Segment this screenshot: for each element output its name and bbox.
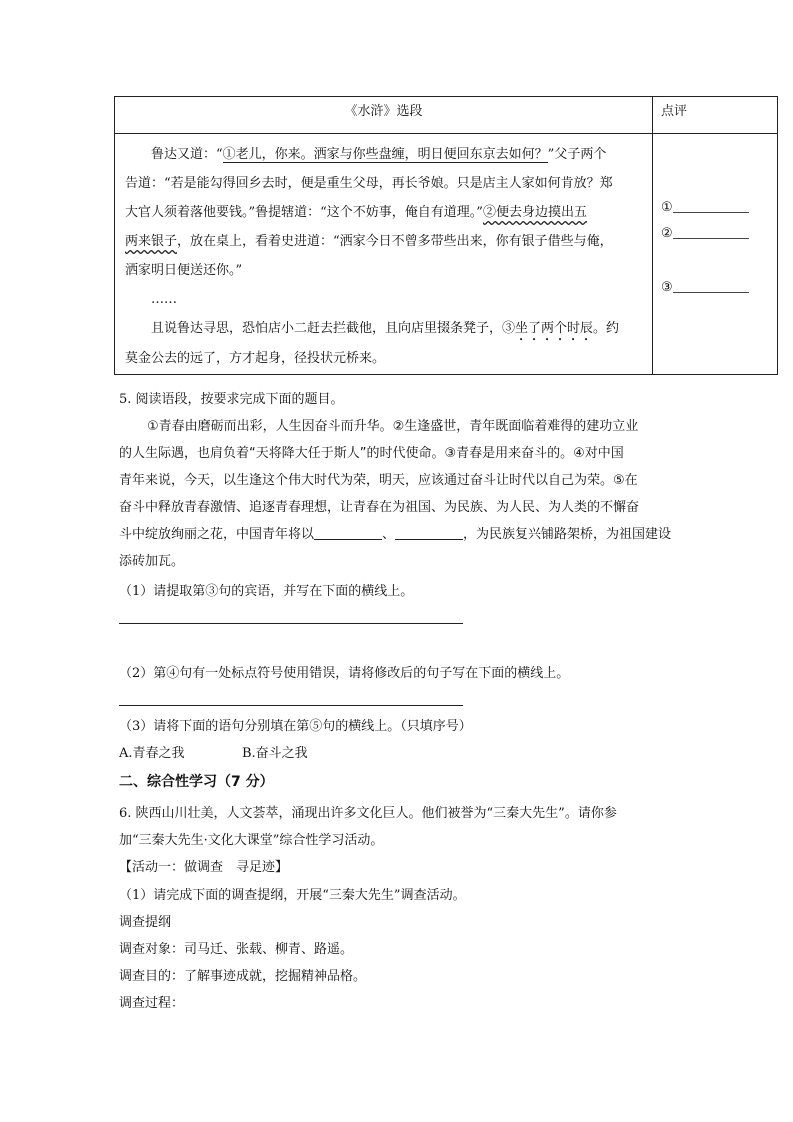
passage-ellipsis: …… <box>151 292 177 307</box>
fill-blank-2[interactable] <box>395 525 463 540</box>
comment-blank-2[interactable] <box>673 224 749 239</box>
underlined-sentence-1: ①老儿，你来。洒家与你些盘缠，明日便回东京去如何？ <box>222 147 548 162</box>
passage-text: ”父子两个 <box>547 147 607 162</box>
q5-sub2: （2）第④句有一处标点符号使用错误，请将修改后的句子写在下面的横线上。 <box>119 666 570 681</box>
answer-line-1[interactable] <box>119 623 463 624</box>
q5-paragraph-line: 添砖加瓦。 <box>119 554 185 569</box>
table-header-passage: 《水浒》选段 <box>115 97 653 134</box>
comment-3 <box>661 278 749 295</box>
passage-paragraph-1 <box>125 140 642 169</box>
passage-text: ，放在桌上，看着史进道：“洒家今日不曾多带些出来，你有银子借些与俺， <box>177 234 613 249</box>
passage-text: 。约 <box>593 321 620 336</box>
wavy-underlined-sentence-2-cont: 两来银子 <box>125 234 178 249</box>
q5-paragraph-line <box>119 523 671 542</box>
q5-sub3: （3）请将下面的语句分别填在第⑤句的横线上。（只填序号） <box>119 719 472 734</box>
survey-process: 调查过程： <box>119 996 185 1011</box>
wavy-underlined-sentence-2: ②便去身边摸出五 <box>482 205 587 220</box>
passage-line: 告道：“若是能勾得回乡去时，便是重生父母，再长爷娘。只是店主人家如何肯放？郑 <box>125 176 613 191</box>
q6-line: 6. 陕西山川壮美，人文荟萃，涌现出许多文化巨人。他们被誉为“三秦大先生”。请你参 <box>119 806 617 821</box>
q5-paragraph-line: ①青春由磨砺而出彩，人生因奋斗而升华。②生逢盛世，青年既面临着难得的建功立业 <box>147 419 639 434</box>
passage-cell <box>115 134 653 375</box>
comment-cell <box>653 134 778 375</box>
comment-1 <box>661 198 749 215</box>
comment-number: ① <box>661 200 673 215</box>
q5-text: 斗中绽放绚丽之花，中国青年将以 <box>119 527 315 542</box>
comment-2 <box>661 224 749 241</box>
survey-subjects: 调查对象：司马迁、张载、柳青、路遥。 <box>119 942 354 957</box>
comment-blank-3[interactable] <box>673 278 749 293</box>
q5-paragraph-line: 的人生际遇，也肩负着“天将降大任于斯人”的时代使命。③青春是用来奋斗的。④对中国 <box>119 446 624 461</box>
passage-line <box>125 227 642 256</box>
passage-text: 鲁达又道：“ <box>151 147 223 162</box>
q5-text: 、 <box>382 527 396 542</box>
comment-blank-1[interactable] <box>673 198 749 213</box>
q5-paragraph-line: 青年来说，今天，以生逢这个伟大时代为荣，明天，应该通过奋斗让时代以自己为荣。⑤在 <box>119 473 638 488</box>
passage-comment-table <box>114 96 778 375</box>
comment-number: ② <box>661 226 673 241</box>
section-2-heading: 二、综合性学习（7 分） <box>119 774 274 790</box>
q6-line: 加“三秦大先生·文化大课堂”综合性学习活动。 <box>119 833 384 848</box>
activity-1-title: 【活动一：做调查 寻足迹】 <box>119 860 289 875</box>
passage-text: 且说鲁达寻思，恐怕店小二赶去拦截他，且向店里掇条凳子，③ <box>151 321 516 336</box>
outline-title: 调查提纲 <box>119 915 172 930</box>
option-a: A.青春之我 <box>119 746 185 761</box>
survey-purpose: 调查目的：了解事迹成就，挖掘精神品格。 <box>119 969 367 984</box>
passage-text: 大官人须着落他要钱。”鲁提辖道：“这个不妨事，俺自有道理。” <box>125 205 483 220</box>
passage-line: 莫金公去的远了，方才起身，径投状元桥来。 <box>125 351 386 366</box>
answer-line-2[interactable] <box>119 705 463 706</box>
dotted-phrase-3: 坐了两个时辰 <box>515 321 594 336</box>
passage-line: 洒家明日便送还你。” <box>125 263 243 278</box>
q5-paragraph-line: 奋斗中释放青春激情、追逐青春理想，让青春在为祖国、为民族、为人民、为人类的不懈奋 <box>119 500 640 515</box>
passage-line <box>125 198 642 227</box>
table-header-comment: 点评 <box>653 97 778 134</box>
comment-number: ③ <box>661 280 673 295</box>
fill-blank-1[interactable] <box>314 525 382 540</box>
q5-title: 5. 阅读语段，按要求完成下面的题目。 <box>119 392 344 407</box>
q5-sub1: （1）请提取第③句的宾语，并写在下面的横线上。 <box>119 584 414 599</box>
passage-paragraph-2 <box>125 314 642 344</box>
option-b: B.奋斗之我 <box>242 746 308 761</box>
q6-sub1: （1）请完成下面的调查提纲，开展“三秦大先生”调查活动。 <box>119 888 466 903</box>
q5-text: ，为民族复兴铺路架桥，为祖国建设 <box>463 527 672 542</box>
